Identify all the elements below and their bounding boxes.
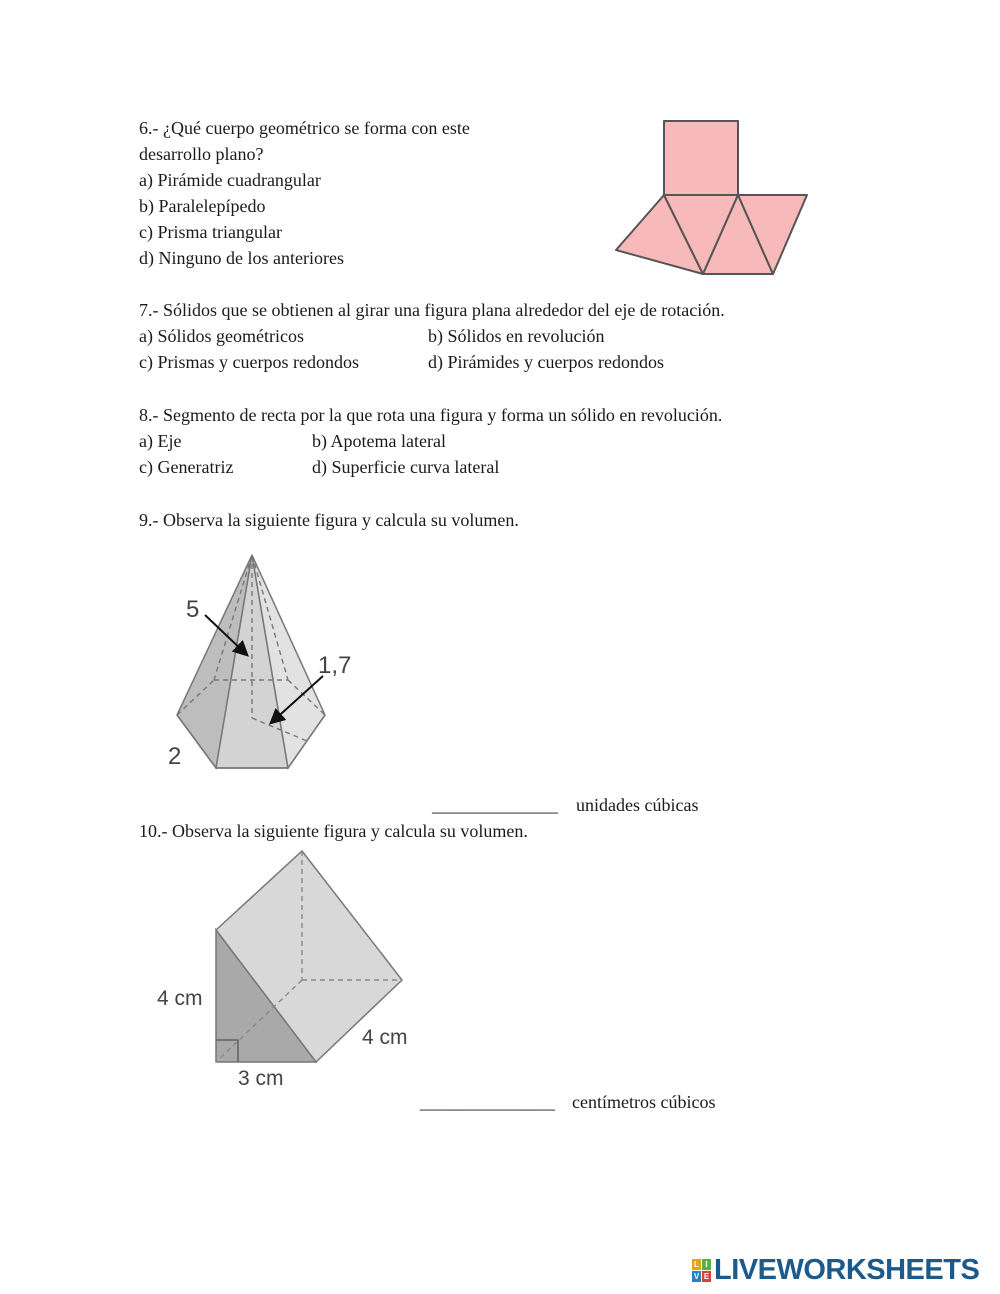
q6-option-c[interactable]: c) Prisma triangular <box>139 222 282 242</box>
q6-net-figure <box>600 110 820 285</box>
q8-option-b[interactable]: b) Apotema lateral <box>312 431 446 451</box>
q6-question-line2: desarrollo plano? <box>139 144 264 164</box>
q10-label-length: 4 cm <box>362 1026 408 1049</box>
q6-question-line1: 6.- ¿Qué cuerpo geométrico se forma con este <box>139 118 470 138</box>
q9-answer-blank[interactable]: ______________ <box>432 795 558 815</box>
q8-question: 8.- Segmento de recta por la que rota una figura y forma un sólido en revolución. <box>139 405 723 425</box>
q9-pyramid-figure <box>150 545 380 775</box>
liveworksheets-logo <box>692 1255 979 1285</box>
logo-badge-icon: L I V E <box>693 1260 710 1281</box>
q10-prism-figure <box>150 845 430 1095</box>
q6-option-d[interactable]: d) Ninguno de los anteriores <box>139 248 344 268</box>
q8-option-a[interactable]: a) Eje <box>139 431 182 451</box>
q7-option-b[interactable]: b) Sólidos en revolución <box>428 326 605 346</box>
q7-option-a[interactable]: a) Sólidos geométricos <box>139 326 304 346</box>
net-square <box>664 121 738 195</box>
q9-question: 9.- Observa la siguiente figura y calcula su volumen. <box>139 510 519 530</box>
q7-question: 7.- Sólidos que se obtienen al girar una figura plana alrededor del eje de rotación. <box>139 300 725 320</box>
q8-option-d[interactable]: d) Superficie curva lateral <box>312 457 500 477</box>
logo-text: LIVEWORKSHEETS <box>714 1254 980 1286</box>
q6-option-b[interactable]: b) Paralelepípedo <box>139 196 266 216</box>
q10-label-vertical: 4 cm <box>157 987 203 1010</box>
q7-option-c[interactable]: c) Prismas y cuerpos redondos <box>139 352 359 372</box>
q10-question: 10.- Observa la siguiente figura y calcula su volumen. <box>139 821 528 841</box>
q10-label-base: 3 cm <box>238 1067 284 1090</box>
q9-label-side: 2 <box>168 743 182 770</box>
q8-option-c[interactable]: c) Generatriz <box>139 457 234 477</box>
q9-label-apothem: 1,7 <box>318 652 352 679</box>
q6-option-a[interactable]: a) Pirámide cuadrangular <box>139 170 321 190</box>
q9-label-height: 5 <box>186 596 200 623</box>
q7-option-d[interactable]: d) Pirámides y cuerpos redondos <box>428 352 664 372</box>
q10-answer-blank[interactable]: _______________ <box>420 1092 555 1112</box>
q9-answer-unit: unidades cúbicas <box>576 795 699 815</box>
q10-answer-unit: centímetros cúbicos <box>572 1092 716 1112</box>
